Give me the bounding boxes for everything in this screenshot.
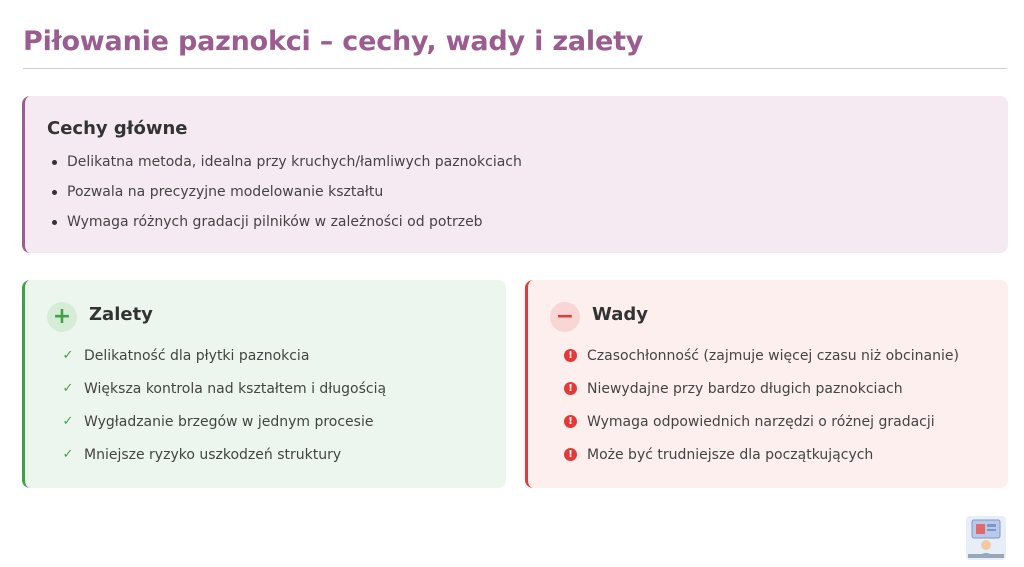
pros-list [61, 345, 386, 477]
list-item [61, 378, 386, 411]
list-item: Wymaga różnych gradacji pilników w zależności od potrzeb [67, 211, 522, 241]
check-icon: ✓ [62, 381, 74, 396]
cons-list [564, 345, 959, 477]
list-item-label: Delikatność dla płytki paznokcia [84, 348, 310, 364]
pros-card [22, 280, 506, 488]
list-item-label: Wygładzanie brzegów w jednym procesie [84, 414, 374, 430]
list-item: Pozwala na precyzyjne modelowanie kształtu [67, 181, 522, 211]
exclamation-circle-icon: ! [564, 349, 577, 362]
main-features-card [22, 96, 1008, 253]
cons-heading: Wady [592, 304, 648, 325]
exclamation-circle-icon: ! [564, 448, 577, 461]
list-item [564, 378, 959, 411]
list-item: Delikatna metoda, idealna przy kruchych/łamliwych paznokciach [67, 151, 522, 181]
main-features-heading: Cechy główne [47, 118, 188, 139]
list-item [61, 444, 386, 477]
list-item [61, 345, 386, 378]
minus-icon: − [550, 302, 580, 332]
list-item-label: Mniejsze ryzyko uszkodzeń struktury [84, 447, 342, 463]
cons-card [525, 280, 1008, 488]
list-item [61, 411, 386, 444]
page-title: Piłowanie paznokci – cechy, wady i zalety [23, 26, 644, 57]
list-item-label: Niewydajne przy bardzo długich paznokciach [587, 381, 903, 397]
list-item-label: Może być trudniejsze dla początkujących [587, 447, 874, 463]
pros-heading: Zalety [89, 304, 153, 325]
exclamation-circle-icon: ! [564, 382, 577, 395]
title-divider [23, 68, 1007, 69]
list-item-label: Większa kontrola nad kształtem i długością [84, 381, 387, 397]
list-item [564, 444, 959, 477]
list-item-label: Czasochłonność (zajmuje więcej czasu niż obcinanie) [587, 348, 959, 364]
plus-icon: + [47, 302, 77, 332]
check-icon: ✓ [62, 348, 74, 363]
presenter-illustration-icon [964, 514, 1008, 562]
check-icon: ✓ [62, 414, 74, 429]
exclamation-circle-icon: ! [564, 415, 577, 428]
check-icon: ✓ [62, 447, 74, 462]
main-features-list [67, 151, 522, 241]
list-item-label: Wymaga odpowiednich narzędzi o różnej gradacji [587, 414, 935, 430]
list-item [564, 411, 959, 444]
list-item [564, 345, 959, 378]
